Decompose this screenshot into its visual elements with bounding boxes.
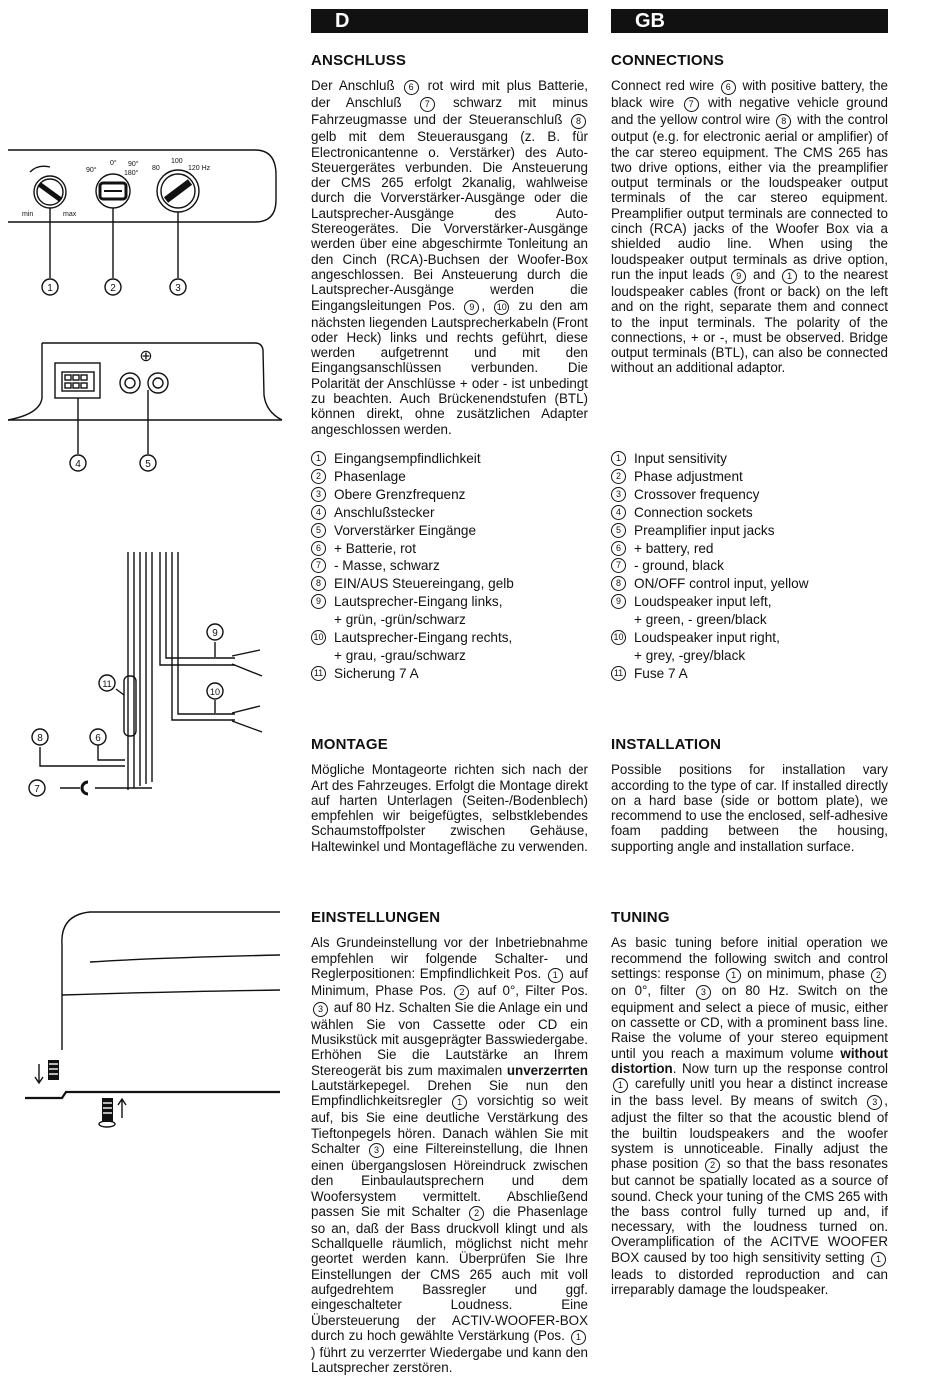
legend-number: 4 xyxy=(311,505,326,520)
legend-item xyxy=(611,522,888,540)
legend-number: 8 xyxy=(311,576,326,591)
section-montage xyxy=(311,737,588,854)
legend-subtext: + green, - green/black xyxy=(634,612,767,628)
legend-text: Sicherung 7 A xyxy=(334,665,419,681)
legend-text: Obere Grenzfrequenz xyxy=(334,486,466,502)
callout-5 xyxy=(140,455,156,471)
knob-crossover-icon xyxy=(157,170,199,212)
legend-item xyxy=(311,450,588,468)
ref-marker: 3 xyxy=(867,1095,882,1110)
figure-wiring-harness xyxy=(29,552,262,796)
svg-text:8: 8 xyxy=(37,733,43,744)
legend-subtext: + grün, -grün/schwarz xyxy=(334,612,466,628)
section-text: As basic tuning before initial operation we recommend the following switch and control settings: response 1 on minimum, phase 2 on 0°, filter 3 on 80 Hz. Switch on the equipment and select a piece of music, either on cassette or CD, with a prominent bass line. Raise the volume of your stereo equipment until you reach a maximum volume without distortion. Now turn up the response control 1 carefully unitl you hear a distinct increase in the bass level. By means of switch 3 , adjust the filter so that the acoustic blend of the builtin loudspeakers and the woofer system is unnoticeable. Finally adjust the phase position 2 so that the bass resonates but cannot be spatially located as a source of sound. Check your tuning of the CMS 265 with the bass control fully turned up and, if necessary, with the loudness turned on. Overamplification of the ACITVE WOOFER BOX caused by too high sensitivity setting 1 leads to distorded reproduction and can irreparably damage the loudspeaker. xyxy=(611,935,888,1298)
callout-10 xyxy=(207,683,223,699)
legend-item xyxy=(611,540,888,558)
legend-text: - Masse, schwarz xyxy=(334,558,440,574)
screw-icon xyxy=(99,1098,126,1127)
scale-label: max xyxy=(63,211,77,218)
legend-gb xyxy=(611,450,888,683)
legend-d xyxy=(311,450,588,683)
ref-marker: 10 xyxy=(494,300,509,315)
section-tuning xyxy=(611,910,888,1297)
legend-text: + Batterie, rot xyxy=(334,540,416,556)
svg-text:5: 5 xyxy=(145,459,151,470)
section-title: TUNING xyxy=(611,909,670,926)
rca-jack-icon xyxy=(120,373,140,393)
legend-number: 10 xyxy=(311,630,326,645)
legend-number: 11 xyxy=(311,666,326,681)
figure-mounting xyxy=(25,912,280,1127)
legend-number: 2 xyxy=(311,469,326,484)
ref-marker: 2 xyxy=(469,1206,484,1221)
ref-marker: 1 xyxy=(548,968,563,983)
section-text: Possible positions for installation vary according to the type of car. If installed directly on a hard base (side or bottom plate), we recommend to use the enclosed, self-adhesive foam padding between the housing, supporting angle and installation surface. xyxy=(611,762,888,854)
legend-item xyxy=(311,593,588,629)
legend-number: 3 xyxy=(311,487,326,502)
svg-text:3: 3 xyxy=(175,283,181,294)
legend-text: Eingangsempfindlichkeit xyxy=(334,451,481,466)
legend-number: 6 xyxy=(611,541,626,556)
section-title: MONTAGE xyxy=(311,736,388,753)
legend-text: + battery, red xyxy=(634,540,714,556)
legend-text: ON/OFF control input, yellow xyxy=(634,576,809,592)
ref-marker: 3 xyxy=(313,1002,328,1017)
legend-number: 7 xyxy=(311,558,326,573)
legend-text: Lautsprecher-Eingang links, xyxy=(334,594,503,610)
ref-marker: 6 xyxy=(721,80,736,95)
legend-subtext: + grey, -grey/black xyxy=(634,647,746,663)
legend-item xyxy=(311,665,588,683)
section-text: Connect red wire 6 with positive battery, the black wire 7 with negative vehicle ground and the yellow control wire 8 with the control output (e.g. for electronic aerial or amplifier) of the car stereo equipment. The CMS 265 has two drive options, either via the preamplifier output terminals or the loudspeaker output terminals of the car stereo equipment. Preamplifier output terminals are connected to cinch (RCA) jacks of the Woofer Box via a shielded audio line. When using the loudspeaker output terminals as drive option, run the input leads 9 and 1 to the nearest loudspeaker cables (front or back) on the left and on the right, separate them and connect to the input terminals. The polarity of the connections, + or -, must be observed. Bridge output terminals (BTL), can also be connected without an additional adaptor. xyxy=(611,78,888,376)
ref-marker: 9 xyxy=(464,300,479,315)
ref-marker: 8 xyxy=(571,114,586,129)
legend-text: Fuse 7 A xyxy=(634,665,688,681)
legend-number: 2 xyxy=(611,469,626,484)
callout-4 xyxy=(70,455,86,471)
ref-marker: 7 xyxy=(420,97,435,112)
legend-item xyxy=(311,540,588,558)
ref-marker: 1 xyxy=(452,1095,467,1110)
lang-label-gb: GB xyxy=(635,10,665,32)
figure-connector-panel xyxy=(8,343,282,471)
legend-number: 9 xyxy=(611,594,626,609)
legend-text: Phasenlage xyxy=(334,468,406,484)
legend-number: 3 xyxy=(611,487,626,502)
legend-number: 4 xyxy=(611,505,626,520)
callout-6 xyxy=(90,729,106,745)
legend-number: 7 xyxy=(611,558,626,573)
section-title: CONNECTIONS xyxy=(611,52,725,69)
section-installation xyxy=(611,737,888,854)
legend-number: 6 xyxy=(311,541,326,556)
lang-bar-d xyxy=(311,9,588,33)
rca-jack-icon xyxy=(148,373,168,393)
legend-item xyxy=(311,557,588,575)
legend-text: Input sensitivity xyxy=(634,451,727,466)
ref-marker: 7 xyxy=(684,97,699,112)
screw-icon xyxy=(35,1060,59,1083)
legend-text: EIN/AUS Steuereingang, gelb xyxy=(334,576,514,592)
legend-number: 8 xyxy=(611,576,626,591)
legend-text: Phase adjustment xyxy=(634,468,743,484)
legend-number: 9 xyxy=(311,594,326,609)
ref-marker: 2 xyxy=(705,1158,720,1173)
legend-item xyxy=(311,575,588,593)
legend-number: 5 xyxy=(611,523,626,538)
plus-symbol-icon: ⊕ xyxy=(139,348,153,365)
legend-item xyxy=(611,575,888,593)
legend-text: Connection sockets xyxy=(634,504,753,520)
connector-plug-icon xyxy=(55,363,100,398)
legend-text: Loudspeaker input right, xyxy=(634,630,780,646)
section-connections xyxy=(611,53,888,376)
legend-item xyxy=(311,522,588,540)
legend-item xyxy=(611,593,888,629)
ref-marker: 8 xyxy=(776,114,791,129)
legend-number: 5 xyxy=(311,523,326,538)
lang-bar-gb xyxy=(611,9,888,33)
legend-text: Loudspeaker input left, xyxy=(634,594,772,610)
legend-text: Lautsprecher-Eingang rechts, xyxy=(334,630,513,646)
scale-label: min xyxy=(22,211,34,218)
callout-9 xyxy=(207,624,223,640)
scale-label: 90° xyxy=(86,167,97,174)
svg-text:6: 6 xyxy=(95,733,101,744)
legend-item xyxy=(611,557,888,575)
section-text: Der Anschluß 6 rot wird mit plus Batterie, der Anschluß 7 schwarz mit minus Fahrzeugmasse und der Steueranschluß 8 gelb mit dem Steuerausgang (z. B. für Electronicantenne o. Verstärker) des Auto-Steuergerätes verbunden. Die Ansteuerung der CMS 265 erfolgt 2kanalig, wahlweise durch die Vorverstärker-Ausgänge oder die Lautsprecher-Ausgänge des Auto-Stereogerätes. Die Vorverstärker-Ausgänge werden über eine abgeschirmte Tonleitung an den Cinch (RCA)-Buchsen der Woofer-Box angeschlossen. Bei Ansteuerung durch die Lautsprecher-Ausgänge werden die Eingangsleitungen Pos. 9 , 10 zu den am nächsten liegenden Lautsprecherkabeln (Front oder Heck) links und rechts geführt, diese werden aufgetrennt und mit den Eingangsanschlüssen verbunden. Die Polarität der Anschlüsse + oder - ist unbedingt zu beachten. Auch Brückenendstufen (BTL) können direkt, ohne zusätzlichen Adapter angeschlossen werden. xyxy=(311,78,589,437)
legend-subtext: + grau, -grau/schwarz xyxy=(334,647,466,663)
lang-label-d: D xyxy=(335,10,350,32)
callout-2 xyxy=(105,279,121,295)
ref-marker: 1 xyxy=(871,1252,886,1267)
svg-text:7: 7 xyxy=(34,784,40,795)
figure-control-panel xyxy=(8,150,276,295)
legend-item xyxy=(311,629,588,665)
legend-text: Preamplifier input jacks xyxy=(634,522,775,538)
scale-label: 180° xyxy=(124,170,139,177)
callout-3 xyxy=(170,279,186,295)
legend-item xyxy=(611,504,888,522)
scale-label: 90° xyxy=(128,161,139,168)
svg-text:2: 2 xyxy=(110,283,116,294)
ref-marker: 1 xyxy=(571,1330,586,1345)
legend-item xyxy=(311,486,588,504)
section-text: Als Grundeinstellung vor der Inbetriebnahme empfehlen wir folgende Schalter- und Reglerpositionen: Empfindlichkeit Pos. 1 auf Minimum, Phase Pos. 2 auf 0°, Filter Pos. 3 auf 80 Hz. Schalten Sie die Anlage ein und wählen Sie von Cassette oder CD ein Musikstück mit ausgeprägter Basswiedergabe. Erhöhen Sie die Lautstärke an Ihrem Stereogerät bis zum maximalen unverzerrten Lautstärkepegel. Drehen Sie nun den Empfindlichkeitsregler 1 vorsichtig so weit auf, bis Sie eine deutliche Verstärkung des Tieftonpegels hören. Danach wählen Sie mit Schalter 3 eine Filtereinstellung, die Ihnen einen übergangslosen Höreindruck zwischen den Einbaulautsprechern und dem Woofersystem vermittelt. Abschließend passen Sie mit Schalter 2 die Phasenlage so an, daß der Bass druckvoll klingt und als Schallquelle räumlich, möglichst nicht mehr geortet werden kann. Überprüfen Sie Ihre Einstellungen der CMS 265 auch mit voll aufgedrehtem Bassregler und ggf. eingeschalteter Loudness. Eine Übersteuerung der ACTIV-WOOFER-BOX durch zu hoch gewählte Verstärkung (Pos. 1) führt zu verzerrter Wiedergabe und kann den Lautsprecher zerstören. xyxy=(311,935,589,1376)
svg-text:9: 9 xyxy=(212,628,218,639)
section-einstellungen xyxy=(311,910,588,1376)
callout-8 xyxy=(32,729,48,745)
legend-number: 1 xyxy=(611,451,626,466)
section-anschluss xyxy=(311,53,588,437)
section-title: EINSTELLUNGEN xyxy=(311,909,441,926)
legend-text: Vorverstärker Eingänge xyxy=(334,522,477,538)
scale-label: 80 xyxy=(152,165,160,172)
ref-marker: 1 xyxy=(782,269,797,284)
scale-label: 100 xyxy=(171,158,183,165)
ref-marker: 1 xyxy=(726,968,741,983)
legend-item xyxy=(311,504,588,522)
legend-text: Crossover frequency xyxy=(634,486,760,502)
ref-marker: 3 xyxy=(696,985,711,1000)
ref-marker: 9 xyxy=(731,269,746,284)
legend-item xyxy=(611,486,888,504)
legend-item xyxy=(611,468,888,486)
ref-marker: 6 xyxy=(404,80,419,95)
legend-item xyxy=(611,450,888,468)
section-title: INSTALLATION xyxy=(611,736,722,753)
legend-item xyxy=(611,629,888,665)
ground-lug-icon xyxy=(60,782,88,794)
svg-text:1: 1 xyxy=(47,283,53,294)
ref-marker: 3 xyxy=(369,1143,384,1158)
svg-text:11: 11 xyxy=(102,679,112,689)
section-text: Mögliche Montageorte richten sich nach der Art des Fahrzeuges. Erfolgt die Montage direkt auf harten Unterlagen (Seiten-/Bodenblech) empfehlen wir beigefügtes, selbstklebendes Schaumstoffpolster zwischen Gehäuse, Haltewinkel und Montagefläche zu verwenden. xyxy=(311,762,588,854)
section-title: ANSCHLUSS xyxy=(311,52,407,69)
knob-phase-icon xyxy=(96,174,130,208)
scale-label: 120 Hz xyxy=(188,165,211,172)
legend-number: 11 xyxy=(611,666,626,681)
legend-text: - ground, black xyxy=(634,558,724,574)
ref-marker: 2 xyxy=(454,985,469,1000)
svg-text:10: 10 xyxy=(209,687,221,697)
legend-item xyxy=(311,468,588,486)
legend-number: 1 xyxy=(311,451,326,466)
knob-sensitivity-icon xyxy=(34,176,66,208)
legend-number: 10 xyxy=(611,630,626,645)
legend-text: Anschlußstecker xyxy=(334,504,435,520)
ref-marker: 2 xyxy=(871,968,886,983)
callout-1 xyxy=(42,279,58,295)
callout-7 xyxy=(29,780,45,796)
svg-text:4: 4 xyxy=(75,459,81,470)
legend-item xyxy=(611,665,888,683)
scale-label: 0° xyxy=(110,160,117,167)
illustrations xyxy=(0,0,300,1379)
ref-marker: 1 xyxy=(613,1078,628,1093)
callout-11 xyxy=(99,675,115,691)
